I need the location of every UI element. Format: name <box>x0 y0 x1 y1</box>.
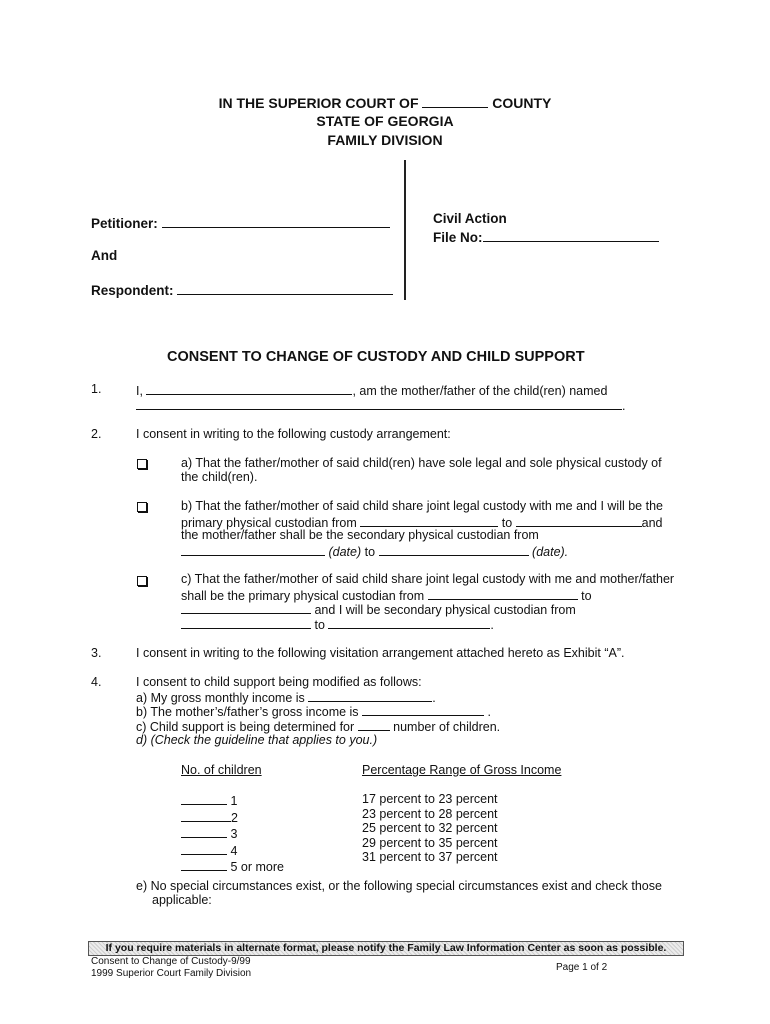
and-label: And <box>91 248 118 263</box>
option-b-date2-label: (date). <box>532 545 569 559</box>
option-b-date1-label: (date) <box>328 545 362 559</box>
guideline-children: 2 <box>231 810 238 825</box>
option-a-line2: the child(ren). <box>181 470 258 484</box>
form-name: Consent to Change of Custody-9/99 <box>91 956 251 967</box>
petitioner-row <box>91 215 390 231</box>
item-2-text: I consent in writing to the following custody arrangement: <box>136 427 451 441</box>
file-no-label: File No: <box>433 230 483 245</box>
item-4e-line2: applicable: <box>152 893 212 907</box>
form-org: 1999 Superior Court Family Division <box>91 968 252 979</box>
option-c-secondary-label: and I will be secondary physical custodian from <box>314 603 576 617</box>
guideline-range: 23 percent to 28 percent <box>362 806 498 821</box>
option-b-date-to-label: to <box>364 545 376 559</box>
guideline-check-blank[interactable] <box>181 842 227 855</box>
option-c-checkbox[interactable] <box>137 576 147 586</box>
option-c-line1: c) That the father/mother of said child share joint legal custody with me and mother/father <box>181 572 675 586</box>
option-c-secondary-to-label: to <box>314 618 325 632</box>
guideline-range: 29 percent to 35 percent <box>362 835 498 850</box>
item-4b-line <box>136 703 491 719</box>
civil-action-label: Civil Action <box>433 211 507 226</box>
respondent-blank[interactable] <box>177 282 393 295</box>
guideline-children: 5 or more <box>230 860 284 875</box>
option-c-end: . <box>490 618 494 632</box>
option-c-from-blank[interactable] <box>428 587 578 600</box>
court-heading <box>0 95 770 111</box>
guideline-check-blank[interactable] <box>181 825 227 838</box>
guideline-row <box>181 858 284 875</box>
option-b-checkbox[interactable] <box>137 502 147 512</box>
option-b-line3: the mother/father shall be the secondary physical custodian from <box>181 528 539 542</box>
guideline-children: 3 <box>230 827 238 842</box>
option-c-to-blank[interactable] <box>181 601 311 614</box>
guideline-check-blank[interactable] <box>181 858 227 871</box>
guideline-children: 1 <box>230 794 238 808</box>
guideline-children-column <box>181 792 284 875</box>
item-4d-line: d) (Check the guideline that applies to you.) <box>136 733 378 747</box>
guideline-row <box>181 842 284 859</box>
guideline-check-blank[interactable] <box>181 809 231 822</box>
option-c-from-label: shall be the primary physical custodian from <box>181 589 425 603</box>
caption-divider <box>404 160 406 300</box>
item-4a-label: a) My gross monthly income is <box>136 691 305 705</box>
option-c-secondary-to-blank[interactable] <box>328 616 490 629</box>
parent-name-blank[interactable] <box>146 382 352 395</box>
option-b-to-blank[interactable] <box>516 514 642 527</box>
document-title: CONSENT TO CHANGE OF CUSTODY AND CHILD SUPPORT <box>167 349 585 365</box>
guideline-children: 4 <box>230 843 238 858</box>
children-names-row <box>136 397 625 413</box>
number-children-blank[interactable] <box>358 718 390 731</box>
option-c-line3 <box>181 601 576 617</box>
item-4a-end: . <box>432 691 436 705</box>
respondent-label: Respondent: <box>91 283 174 298</box>
guideline-range: 17 percent to 23 percent <box>362 792 498 806</box>
guideline-range: 31 percent to 37 percent <box>362 850 498 865</box>
item-number-2: 2. <box>91 427 102 441</box>
item-4b-label: b) The mother’s/father’s gross income is <box>136 705 359 719</box>
division-heading: FAMILY DIVISION <box>327 132 443 148</box>
item-number-1: 1. <box>91 382 102 396</box>
children-names-blank[interactable] <box>136 397 622 410</box>
file-no-blank[interactable] <box>483 229 659 242</box>
item-4b-end: . <box>487 705 492 719</box>
option-b-line1: b) That the father/mother of said child share joint legal custody with me and I will be the <box>181 499 663 513</box>
option-b-date1-blank[interactable] <box>181 543 325 556</box>
col-children-header: No. of children <box>181 763 262 777</box>
item-3-text: I consent in writing to the following visitation arrangement attached hereto as Exhibit “A”. <box>136 646 625 660</box>
petitioner-label: Petitioner: <box>91 216 158 231</box>
option-b-from-blank[interactable] <box>360 514 498 527</box>
respondent-row <box>91 282 393 298</box>
state-heading: STATE OF GEORGIA <box>316 113 454 129</box>
option-a-line1: a) That the father/mother of said child(ren) have sole legal and sole physical custody of <box>181 456 662 470</box>
accessibility-notice: If you require materials in alternate format, please notify the Family Law Information Center as soon as possible. <box>88 941 684 956</box>
county-blank[interactable] <box>422 95 488 108</box>
petitioner-blank[interactable] <box>162 215 390 228</box>
option-c-line4 <box>181 616 494 632</box>
item-1-suffix: , am the mother/father of the child(ren) named <box>352 384 608 398</box>
option-a-checkbox[interactable] <box>137 459 147 469</box>
item-4c-suffix: number of children. <box>393 720 501 734</box>
option-b-from-label: primary physical custodian from <box>181 516 357 530</box>
item-4-text: I consent to child support being modified as follows: <box>136 675 422 689</box>
guideline-range-column <box>362 792 498 865</box>
guideline-range: 25 percent to 32 percent <box>362 821 498 836</box>
option-b-to-label: to <box>501 516 513 530</box>
item-4e-line1: e) No special circumstances exist, or the following special circumstances exist and check those <box>136 879 662 893</box>
item-1-prefix: I, <box>136 384 143 398</box>
children-names-end: . <box>622 399 626 413</box>
item-4c-label: c) Child support is being determined for <box>136 720 355 734</box>
guideline-row <box>181 792 284 809</box>
item-number-3: 3. <box>91 646 102 660</box>
guideline-row <box>181 825 284 842</box>
file-no-row <box>433 229 659 245</box>
other-income-blank[interactable] <box>362 703 484 716</box>
guideline-row <box>181 809 284 826</box>
option-c-to-label: to <box>581 589 592 603</box>
option-b-line4 <box>181 543 568 559</box>
col-range-header: Percentage Range of Gross Income <box>362 763 562 777</box>
item-4c-line <box>136 718 500 734</box>
my-income-blank[interactable] <box>308 689 432 702</box>
option-b-date2-blank[interactable] <box>379 543 529 556</box>
option-c-secondary-from-blank[interactable] <box>181 616 311 629</box>
item-1-line <box>136 382 607 398</box>
court-heading-suffix: COUNTY <box>492 95 552 111</box>
option-b-and-label: and <box>641 516 663 530</box>
item-number-4: 4. <box>91 675 102 689</box>
guideline-check-blank[interactable] <box>181 792 227 805</box>
court-heading-prefix: IN THE SUPERIOR COURT OF <box>218 95 419 111</box>
page-number: Page 1 of 2 <box>556 962 608 973</box>
